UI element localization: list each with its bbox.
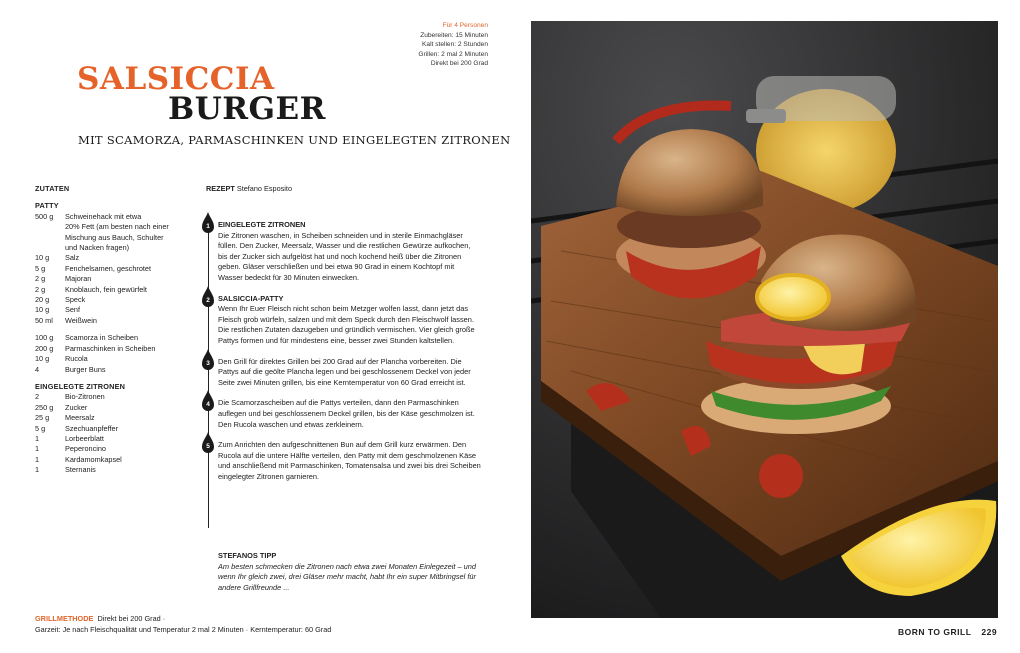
ingredient-name: Knoblauch, fein gewürfelt <box>65 284 147 294</box>
title-line-1: SALSICCIA <box>77 61 275 97</box>
ingredient-quantity: 1 <box>35 454 40 464</box>
ingredient-row <box>35 316 200 326</box>
ingredient-quantity: 4 <box>35 364 40 374</box>
ingredient-row <box>35 403 200 413</box>
ingredient-name: Majoran <box>65 274 92 284</box>
ingredient-section <box>35 201 200 326</box>
recipe-step <box>206 440 481 482</box>
page-footer <box>898 627 997 637</box>
step-number: 1 <box>206 223 210 230</box>
ingredient-quantity: 20 g <box>35 295 50 305</box>
grill-heat: Direkt bei 200 Grad <box>430 60 488 68</box>
ingredient-row <box>35 233 200 243</box>
prep-time: Zubereiten: 15 Minuten <box>420 31 488 39</box>
tip-box <box>218 551 488 593</box>
ingredient-quantity: 25 g <box>35 413 50 423</box>
ingredient-row <box>35 333 200 343</box>
ingredient-row <box>35 253 200 263</box>
ingredient-quantity: 1 <box>35 465 40 475</box>
ingredients-heading: ZUTATEN <box>35 184 70 193</box>
ingredient-quantity: 100 g <box>35 333 54 343</box>
ingredient-row <box>35 413 200 423</box>
ingredient-section <box>35 382 200 476</box>
book-title: BORN TO GRILL <box>898 627 972 637</box>
tip-title: STEFANOS TIPP <box>218 551 277 560</box>
ingredient-name: Parmaschinken in Scheiben <box>65 343 156 353</box>
ingredient-quantity: 200 g <box>35 343 54 353</box>
ingredient-name: Salz <box>65 253 80 263</box>
servings: Für 4 Personen <box>442 22 488 29</box>
recipe-step <box>206 293 481 347</box>
ingredients-list <box>35 184 200 476</box>
ingredient-row <box>35 434 200 444</box>
ingredient-row <box>35 455 200 465</box>
ingredient-name: Lorbeerblatt <box>65 433 104 443</box>
tip-text: Am besten schmecken die Zitronen nach etwa zwei Monaten Einlegezeit – und wenn Ihr gleich zwei, drei Gläser mehr macht, habt Ihr ein super Mitbringsel für andere Grillfreunde ... <box>218 561 476 592</box>
grill-method-label: GRILLMETHODE <box>35 614 94 623</box>
ingredient-quantity: 10 g <box>35 354 50 364</box>
recipe-step <box>206 398 481 430</box>
ingredient-quantity <box>35 233 65 243</box>
ingredient-section-title: EINGELEGTE ZITRONEN <box>35 381 126 391</box>
step-number-icon <box>202 212 214 234</box>
ingredient-section <box>35 333 200 375</box>
author-name: Stefano Esposito <box>236 184 292 193</box>
ingredient-quantity <box>35 243 65 253</box>
ingredient-name: Bio-Zitronen <box>65 392 105 402</box>
ingredient-quantity: 500 g <box>35 211 54 221</box>
ingredient-quantity: 5 g <box>35 423 46 433</box>
ingredient-name: Rucola <box>65 354 88 364</box>
burger-illustration <box>531 21 998 618</box>
grill-method-value: Direkt bei 200 Grad · <box>97 614 166 623</box>
step-text: Zum Anrichten den aufgeschnittenen Bun auf dem Grill kurz erwärmen. Den Rucola auf die untere Hälfte verteilen, den Patty mit dem geschmolzenen Käse und anschließend mit Parmaschinken, Tomatensalsa und zwei bis drei Scheiben eingelegter Zitronen garnieren. <box>218 440 481 481</box>
ingredient-name: Szechuanpfeffer <box>65 423 119 433</box>
step-number-icon <box>202 432 214 454</box>
ingredient-name: Schweinehack mit etwa <box>65 211 142 221</box>
cooking-time: Garzeit: Je nach Fleischqualität und Temperatur 2 mal 2 Minuten · Kerntemperatur: 60 Grad <box>35 625 332 634</box>
step-number-icon <box>202 286 214 308</box>
ingredient-section-title: PATTY <box>35 201 59 211</box>
step-text: Wenn Ihr Euer Fleisch nicht schon beim Metzger wolfen lasst, dann jetzt das Fleisch grob würfeln, salzen und mit dem Speck durch den Fleischwolf lassen. Die restlichen Zutaten dazugeben und gründlich vermischen. Vier gleich große Pattys formen und für mindestens eine, besser zwei Stunden kaltstellen. <box>218 304 475 345</box>
ingredient-quantity: 1 <box>35 433 40 443</box>
ingredient-quantity: 2 g <box>35 274 46 284</box>
ingredient-quantity <box>35 222 65 232</box>
recipe-steps <box>206 220 481 492</box>
ingredient-row <box>35 424 200 434</box>
ingredient-row <box>35 354 200 364</box>
grill-method <box>35 613 331 635</box>
ingredient-row <box>35 305 200 315</box>
recipe-step <box>206 356 481 389</box>
ingredient-name: Meersalz <box>65 413 95 423</box>
recipe-author <box>206 184 292 193</box>
recipe-label: REZEPT <box>206 184 235 193</box>
ingredient-name: Mischung aus Bauch, Schulter <box>65 232 164 242</box>
step-number-icon <box>202 349 214 371</box>
ingredient-row <box>35 212 200 222</box>
step-text: Die Zitronen waschen, in Scheiben schneiden und in sterile Einmachgläser füllen. Den Zucker, Meersalz, Wasser und die restlichen Gewürze aufkochen, bis der Zucker sich aufgelöst hat und noch kochend heiß über die Zitronen geben. Gläser verschließen und bei etwa 90 Grad in einem Kochtopf mit Wasser bedeckt für 30 Minuten einwecken. <box>218 230 471 282</box>
ingredient-row <box>35 444 200 454</box>
ingredient-quantity: 2 g <box>35 284 46 294</box>
ingredient-name: Weißwein <box>65 315 97 325</box>
ingredient-name: 20% Fett (am besten nach einer <box>65 222 169 232</box>
burger-photo <box>531 21 998 618</box>
ingredient-name: Peperoncino <box>65 444 106 454</box>
ingredient-row <box>35 243 200 253</box>
title-line-2: BURGER <box>168 91 326 127</box>
ingredient-row <box>35 344 200 354</box>
chill-time: Kalt stellen: 2 Stunden <box>422 41 488 49</box>
step-title: EINGELEGTE ZITRONEN <box>218 220 306 229</box>
step-number: 4 <box>206 401 210 409</box>
steps-rule <box>208 228 209 528</box>
ingredient-row <box>35 285 200 295</box>
subtitle: MIT SCAMORZA, PARMASCHINKEN UND EINGELEGTEN ZITRONEN <box>78 133 511 147</box>
ingredient-row <box>35 365 200 375</box>
ingredient-quantity: 1 <box>35 444 40 454</box>
ingredient-quantity: 250 g <box>35 402 54 412</box>
ingredient-name: und Nacken fragen) <box>65 243 130 253</box>
ingredient-row <box>35 264 200 274</box>
ingredient-quantity: 50 ml <box>35 315 53 325</box>
ingredient-row <box>35 222 200 232</box>
ingredient-row <box>35 274 200 284</box>
ingredient-name: Zucker <box>65 402 88 412</box>
ingredient-name: Fenchelsamen, geschrotet <box>65 263 151 273</box>
grill-time: Grillen: 2 mal 2 Minuten <box>418 50 488 58</box>
recipe-step <box>206 220 481 284</box>
ingredient-quantity: 10 g <box>35 305 50 315</box>
ingredient-name: Scamorza in Scheiben <box>65 333 139 343</box>
ingredient-name: Sternanis <box>65 465 96 475</box>
step-number: 2 <box>206 296 210 304</box>
ingredient-quantity: 2 <box>35 392 40 402</box>
ingredient-row <box>35 392 200 402</box>
recipe-meta <box>380 21 488 69</box>
step-number: 3 <box>206 359 210 367</box>
ingredient-quantity: 5 g <box>35 263 46 273</box>
step-number-icon <box>202 390 214 412</box>
ingredient-row <box>35 295 200 305</box>
ingredient-row <box>35 465 200 475</box>
step-text: Den Grill für direktes Grillen bei 200 Grad auf der Plancha vorbereiten. Die Pattys auf die geölte Plancha legen und bei geschlossenem Deckel von jeder Seite zwei Minuten grillen, bis eine Kerntemperatur von 60 Grad erreicht ist. <box>218 356 471 387</box>
step-number: 5 <box>206 443 210 451</box>
page-number: 229 <box>981 627 998 637</box>
step-text: Die Scamorzascheiben auf die Pattys verteilen, dann den Parmaschinken auflegen und bei geschlossenem Deckel grillen, bis der Käse geschmolzen ist. Den Rucola waschen und etwas zerkleinern. <box>218 398 475 429</box>
step-title: SALSICCIA-PATTY <box>218 293 284 303</box>
ingredient-name: Speck <box>65 295 86 305</box>
ingredient-name: Senf <box>65 305 81 315</box>
ingredient-name: Kardamomkapsel <box>65 454 122 464</box>
ingredient-name: Burger Buns <box>65 364 106 374</box>
ingredient-quantity: 10 g <box>35 253 50 263</box>
